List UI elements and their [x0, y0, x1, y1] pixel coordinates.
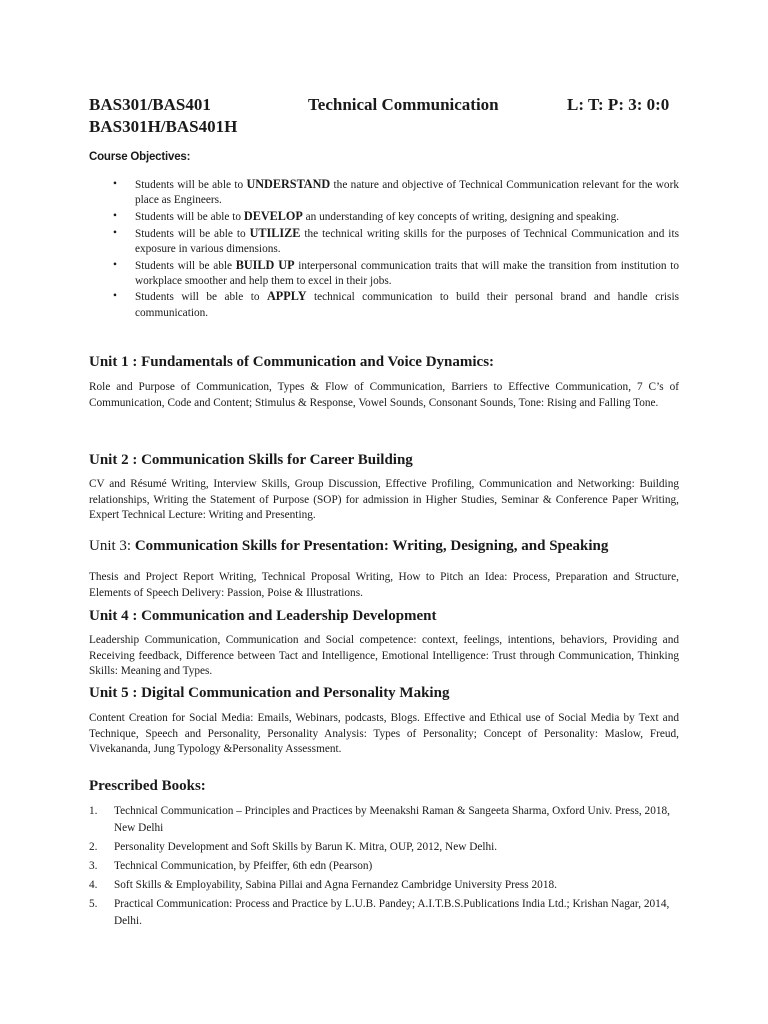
books-list	[89, 803, 679, 932]
unit-4-heading: Unit 4 : Communication and Leadership Development	[89, 608, 437, 624]
ltp-credits: L: T: P: 3: 0:0	[567, 95, 670, 114]
objectives-heading: Course Objectives:	[89, 151, 191, 163]
objective-item: • Students will be able BUILD UP interpersonal communication traits that will make the transition from institution to workplace smoother and help them to excel in their jobs.	[113, 257, 680, 287]
unit-2-body: CV and Résumé Writing, Interview Skills, Group Discussion, Effective Profiling, Communication and Networking: Building relationships, Writing the Statement of Purpose (SOP) for admission in Higher Studies, Seminar & Conference Paper Writing, Expert Technical Lecture: Writing and Presenting.	[89, 478, 679, 522]
unit-5-body: Content Creation for Social Media: Emails, Webinars, podcasts, Blogs. Effective and Ethical use of Social Media by Text and Technique, Speech and Personality, Personality Analysis: Types of Personality; Concept of Personality: Maslow, Freud, Vivekananda, Jung Typology &Personality Assessment.	[89, 712, 679, 756]
book-item: 5. Practical Communication: Process and Practice by L.U.B. Pandey; A.I.T.B.S.Publications India Ltd.; Krishan Nagar, 2014, Delhi.	[89, 898, 670, 927]
bullet-icon: •	[113, 178, 117, 190]
objective-item: • Students will be able to APPLY technical communication to build their personal brand and handle crisis communication.	[113, 289, 679, 319]
book-item: 1. Technical Communication – Principles and Practices by Meenakshi Raman & Sangeeta Sharma, Oxford Univ. Press, 2018, New Delhi	[89, 805, 670, 834]
unit-1-heading: Unit 1 : Fundamentals of Communication and Voice Dynamics:	[89, 354, 495, 370]
book-item: 3. Technical Communication, by Pfeiffer, 6th edn (Pearson)	[89, 860, 373, 872]
unit-4-body: Leadership Communication, Communication and Social competence: context, feelings, intentions, behaviors, Providing and Receiving feedback, Difference between Tact and Intelligence, Emotional Intelligence: Trust through Communication, Thinking Skills: Meaning and Types.	[89, 634, 679, 678]
course-title: Technical Communication	[308, 95, 499, 114]
unit-5-heading: Unit 5 : Digital Communication and Personality Making	[89, 685, 450, 701]
unit-2-heading: Unit 2 : Communication Skills for Career Building	[89, 452, 413, 468]
objective-item: • Students will be able to DEVELOP an understanding of key concepts of writing, designing and speaking.	[113, 208, 620, 223]
bullet-icon: •	[113, 258, 117, 271]
course-code-line2: BAS301H/BAS401H	[89, 117, 238, 136]
bullet-icon: •	[113, 290, 117, 303]
objectives-list	[113, 177, 679, 321]
unit-3-heading: Unit 3: Communication Skills for Presentation: Writing, Designing, and Speaking	[89, 538, 609, 554]
unit-1-body: Role and Purpose of Communication, Types & Flow of Communication, Barriers to Effective Communication, 7 C’s of Communication, Code and Content; Stimulus & Response, Vowel Sounds, Consonant Sounds, Tone: Rising and Falling Tone.	[89, 381, 679, 409]
unit-3-body: Thesis and Project Report Writing, Technical Proposal Writing, How to Pitch an Idea: Process, Preparation and Structure, Elements of Speech Delivery: Passion, Poise & Illustrations.	[89, 571, 679, 599]
course-code-line1: BAS301/BAS401	[89, 95, 211, 114]
bullet-icon: •	[113, 209, 117, 222]
book-item: 4. Soft Skills & Employability, Sabina Pillai and Agna Fernandez Cambridge University Press 2018.	[89, 879, 557, 891]
book-item: 2. Personality Development and Soft Skills by Barun K. Mitra, OUP, 2012, New Delhi.	[89, 841, 498, 853]
objective-item: • Students will be able to UTILIZE the technical writing skills for the purposes of Technical Communication and its exposure in various dimensions.	[113, 225, 679, 255]
bullet-icon: •	[113, 226, 117, 239]
objective-item: • Students will be able to UNDERSTAND the nature and objective of Technical Communication relevant for the work place as Engineers.	[113, 177, 679, 207]
books-heading: Prescribed Books:	[89, 778, 206, 794]
